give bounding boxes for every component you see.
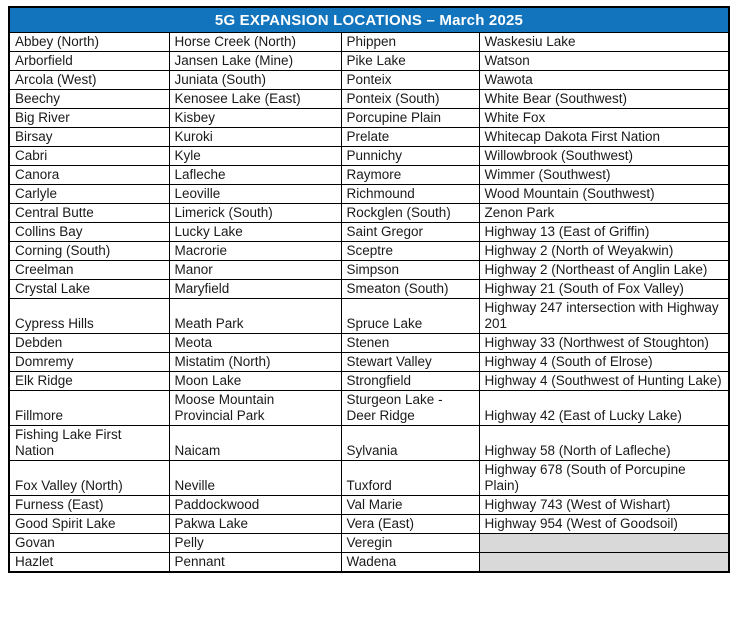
table-row [9, 71, 729, 90]
location-cell: Maryfield [169, 280, 341, 299]
location-cell: Highway 2 (North of Weyakwin) [479, 242, 729, 261]
location-cell: Cabri [9, 147, 169, 166]
location-cell: Stewart Valley [341, 353, 479, 372]
location-cell: Paddockwood [169, 496, 341, 515]
location-cell: Collins Bay [9, 223, 169, 242]
location-cell: Govan [9, 534, 169, 553]
location-cell: Limerick (South) [169, 204, 341, 223]
table-row [9, 147, 729, 166]
location-cell: Pennant [169, 553, 341, 573]
location-cell: Ponteix (South) [341, 90, 479, 109]
table-row [9, 90, 729, 109]
location-cell: Central Butte [9, 204, 169, 223]
empty-shaded-cell [479, 553, 729, 573]
location-cell: Canora [9, 166, 169, 185]
location-cell: Kisbey [169, 109, 341, 128]
location-cell: Horse Creek (North) [169, 33, 341, 52]
location-cell: Smeaton (South) [341, 280, 479, 299]
location-cell: Punnichy [341, 147, 479, 166]
location-cell: Saint Gregor [341, 223, 479, 242]
location-cell: Arcola (West) [9, 71, 169, 90]
location-cell: Vera (East) [341, 515, 479, 534]
table-row [9, 166, 729, 185]
location-cell: Highway 4 (Southwest of Hunting Lake) [479, 372, 729, 391]
table-row [9, 391, 729, 426]
location-cell: Jansen Lake (Mine) [169, 52, 341, 71]
location-cell: Ponteix [341, 71, 479, 90]
location-cell: Simpson [341, 261, 479, 280]
table-row [9, 280, 729, 299]
location-cell: Birsay [9, 128, 169, 147]
location-cell: Manor [169, 261, 341, 280]
table-row [9, 33, 729, 52]
location-cell: Highway 678 (South of Porcupine Plain) [479, 461, 729, 496]
location-cell: Pike Lake [341, 52, 479, 71]
table-row [9, 353, 729, 372]
location-cell: Rockglen (South) [341, 204, 479, 223]
location-cell: Domremy [9, 353, 169, 372]
location-cell: Highway 743 (West of Wishart) [479, 496, 729, 515]
location-cell: Sceptre [341, 242, 479, 261]
location-cell: Crystal Lake [9, 280, 169, 299]
location-cell: Sylvania [341, 426, 479, 461]
table-row [9, 496, 729, 515]
expansion-locations-table [8, 6, 730, 573]
location-cell: Lucky Lake [169, 223, 341, 242]
location-cell: Wawota [479, 71, 729, 90]
location-cell: Prelate [341, 128, 479, 147]
location-cell: Hazlet [9, 553, 169, 573]
location-cell: Fishing Lake First Nation [9, 426, 169, 461]
table-row [9, 461, 729, 496]
location-cell: Pakwa Lake [169, 515, 341, 534]
location-cell: Fox Valley (North) [9, 461, 169, 496]
location-cell: Macrorie [169, 242, 341, 261]
location-cell: Carlyle [9, 185, 169, 204]
location-cell: Kuroki [169, 128, 341, 147]
location-cell: Fillmore [9, 391, 169, 426]
location-cell: Waskesiu Lake [479, 33, 729, 52]
location-cell: Tuxford [341, 461, 479, 496]
table-header-row [9, 7, 729, 33]
location-cell: Porcupine Plain [341, 109, 479, 128]
location-cell: Richmound [341, 185, 479, 204]
location-cell: Stenen [341, 334, 479, 353]
table-row [9, 52, 729, 71]
location-cell: Raymore [341, 166, 479, 185]
table-row [9, 204, 729, 223]
location-cell: Leoville [169, 185, 341, 204]
table-row [9, 185, 729, 204]
table-row [9, 515, 729, 534]
location-cell: Highway 4 (South of Elrose) [479, 353, 729, 372]
location-cell: Kyle [169, 147, 341, 166]
location-cell: Furness (East) [9, 496, 169, 515]
location-cell: Val Marie [341, 496, 479, 515]
location-cell: Highway 2 (Northeast of Anglin Lake) [479, 261, 729, 280]
location-cell: Creelman [9, 261, 169, 280]
location-cell: Kenosee Lake (East) [169, 90, 341, 109]
location-cell: White Bear (Southwest) [479, 90, 729, 109]
empty-shaded-cell [479, 534, 729, 553]
location-cell: Wood Mountain (Southwest) [479, 185, 729, 204]
location-cell: Highway 13 (East of Griffin) [479, 223, 729, 242]
location-cell: Good Spirit Lake [9, 515, 169, 534]
location-cell: Corning (South) [9, 242, 169, 261]
location-cell: Abbey (North) [9, 33, 169, 52]
table-row [9, 242, 729, 261]
location-cell: Whitecap Dakota First Nation [479, 128, 729, 147]
location-cell: Naicam [169, 426, 341, 461]
location-cell: Highway 954 (West of Goodsoil) [479, 515, 729, 534]
location-cell: Juniata (South) [169, 71, 341, 90]
location-cell: Elk Ridge [9, 372, 169, 391]
location-cell: Mistatim (North) [169, 353, 341, 372]
location-cell: Spruce Lake [341, 299, 479, 334]
location-cell: Beechy [9, 90, 169, 109]
location-cell: Phippen [341, 33, 479, 52]
location-cell: Watson [479, 52, 729, 71]
table-row [9, 223, 729, 242]
location-cell: Cypress Hills [9, 299, 169, 334]
table-row [9, 334, 729, 353]
location-cell: Wimmer (Southwest) [479, 166, 729, 185]
table-row [9, 299, 729, 334]
location-cell: Zenon Park [479, 204, 729, 223]
table-row [9, 261, 729, 280]
location-cell: Meath Park [169, 299, 341, 334]
location-cell: Highway 21 (South of Fox Valley) [479, 280, 729, 299]
location-cell: Highway 58 (North of Lafleche) [479, 426, 729, 461]
location-cell: Pelly [169, 534, 341, 553]
table-row [9, 426, 729, 461]
table-row [9, 534, 729, 553]
table-title: 5G EXPANSION LOCATIONS – March 2025 [9, 7, 729, 33]
table-row [9, 553, 729, 573]
location-cell: Highway 42 (East of Lucky Lake) [479, 391, 729, 426]
table-row [9, 372, 729, 391]
location-cell: Strongfield [341, 372, 479, 391]
location-cell: Neville [169, 461, 341, 496]
location-cell: Willowbrook (Southwest) [479, 147, 729, 166]
location-cell: Lafleche [169, 166, 341, 185]
location-cell: Moon Lake [169, 372, 341, 391]
location-cell: Wadena [341, 553, 479, 573]
location-cell: Meota [169, 334, 341, 353]
locations-table-body [9, 33, 729, 573]
location-cell: Big River [9, 109, 169, 128]
location-cell: Moose Mountain Provincial Park [169, 391, 341, 426]
table-row [9, 128, 729, 147]
location-cell: Veregin [341, 534, 479, 553]
location-cell: Sturgeon Lake - Deer Ridge [341, 391, 479, 426]
location-cell: Highway 247 intersection with Highway 201 [479, 299, 729, 334]
table-row [9, 109, 729, 128]
location-cell: White Fox [479, 109, 729, 128]
location-cell: Debden [9, 334, 169, 353]
location-cell: Arborfield [9, 52, 169, 71]
location-cell: Highway 33 (Northwest of Stoughton) [479, 334, 729, 353]
